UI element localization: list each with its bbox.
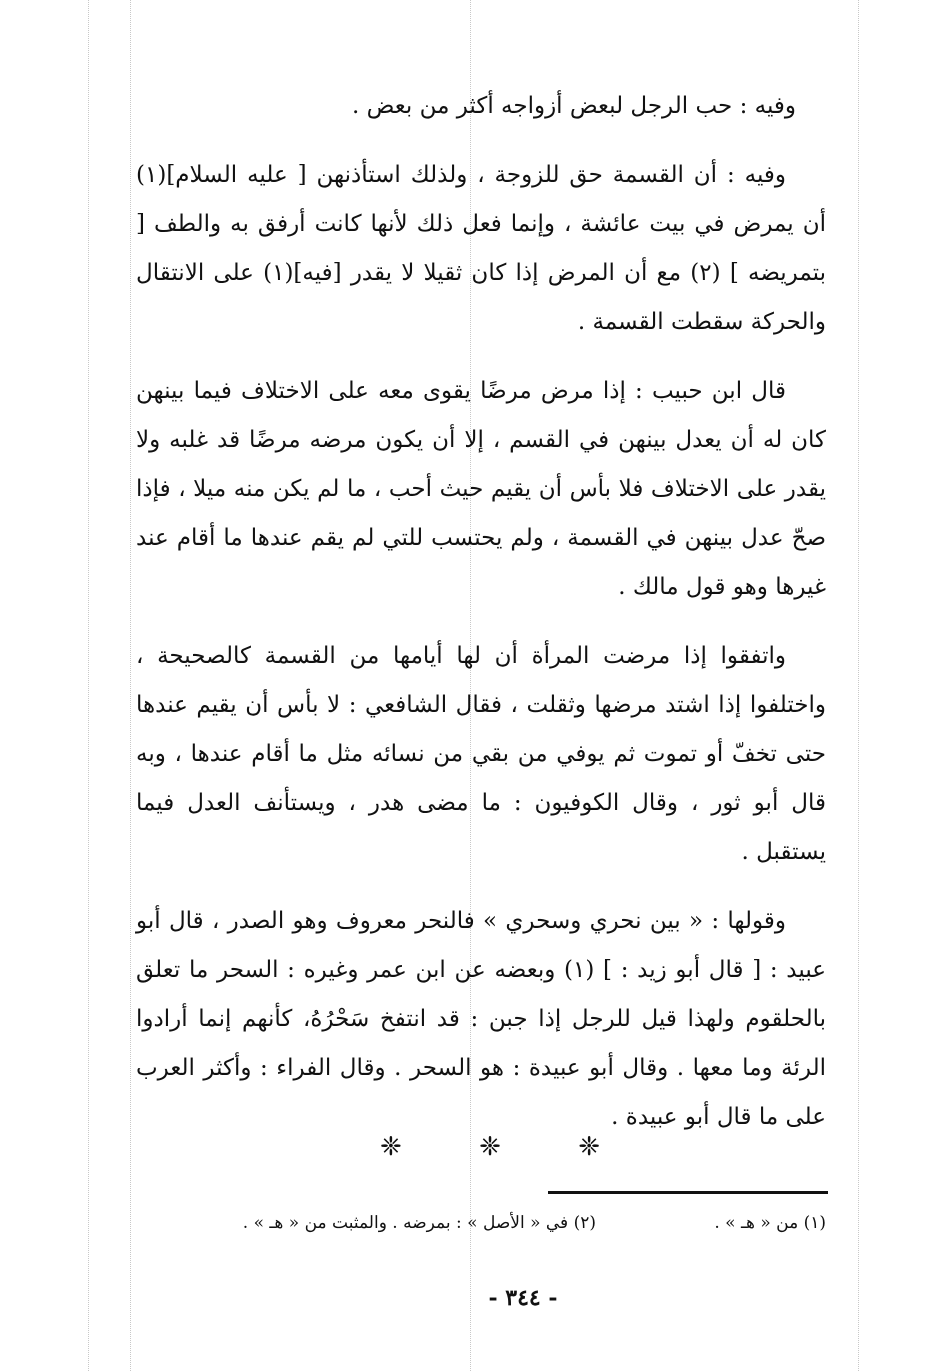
- scan-line: [858, 0, 859, 1371]
- paragraph-4: واتفقوا إذا مرضت المرأة أن لها أيامها من القسمة كالصحيحة ، واختلفوا إذا اشتد مرضها وثقلت ، فقال الشافعي : لا بأس أن يقيم عندها حتى تخفّ أو تموت ثم يوفي من بقي من نسائه مثل ما أقام عندها ، وبه قال أبو ثور ، وقال الكوفيون : ما مضى هدر ، ويستأنف العدل فيما يستقبل .: [136, 643, 826, 865]
- footnote-rule: [548, 1191, 828, 1194]
- footnote-2: (٢) في « الأصل » : بمرضه . والمثبت من « هـ » .: [242, 1213, 596, 1233]
- asterism-icon: ❈: [479, 1132, 501, 1162]
- footnote-1: (١) من « هـ » .: [714, 1213, 826, 1233]
- main-text: [136, 82, 826, 1162]
- paragraph-1: وفيه : حب الرجل لبعض أزواجه أكثر من بعض .: [352, 93, 796, 119]
- asterism-icon: ❈: [380, 1132, 402, 1162]
- scan-line: [88, 0, 89, 1371]
- paragraph-3: قال ابن حبيب : إذا مرض مرضًا يقوى معه على الاختلاف فيما بينهن كان له أن يعدل بينهن في القسم ، إلا أن يكون مرضه مرضًا قد غلبه ولا يقدر على الاختلاف فلا بأس أن يقيم حيث أحب ، ما لم يكن منه ميلا ، فإذا صحّ عدل بينهن في القسمة ، ولم يحتسب للتي لم يقم عندها ما أقام عند غيرها وهو قول مالك .: [136, 378, 826, 600]
- scan-line: [130, 0, 131, 1371]
- asterism-icon: ❈: [578, 1132, 600, 1162]
- footnotes: [136, 1208, 826, 1238]
- paragraph-5: وقولها : « بين نحري وسحري » فالنحر معروف وهو الصدر ، قال أبو عبيد : [ قال أبو زيد : ] (١) وبعضه عن ابن عمر وغيره : السحر ما تعلق بالحلقوم ولهذا قيل للرجل إذا جبن : قد انتفخ سَحْرُهُ، كأنهم إنما أرادوا الرئة وما معها . وقال أبو عبيدة : هو السحر . وقال الفراء : وأكثر العرب على ما قال أبو عبيدة .: [136, 908, 826, 1130]
- page-number: - ٣٤٤ -: [488, 1285, 558, 1311]
- paragraph-2: وفيه : أن القسمة حق للزوجة ، ولذلك استأذنهن [ عليه السلام](١) أن يمرض في بيت عائشة ، وإنما فعل ذلك لأنها كانت أرفق به والطف [ بتمريضه ] (٢) مع أن المرض إذا كان ثقيلا لا يقدر [فيه](١) على الانتقال والحركة سقطت القسمة .: [136, 162, 826, 335]
- section-separator: [380, 1132, 600, 1162]
